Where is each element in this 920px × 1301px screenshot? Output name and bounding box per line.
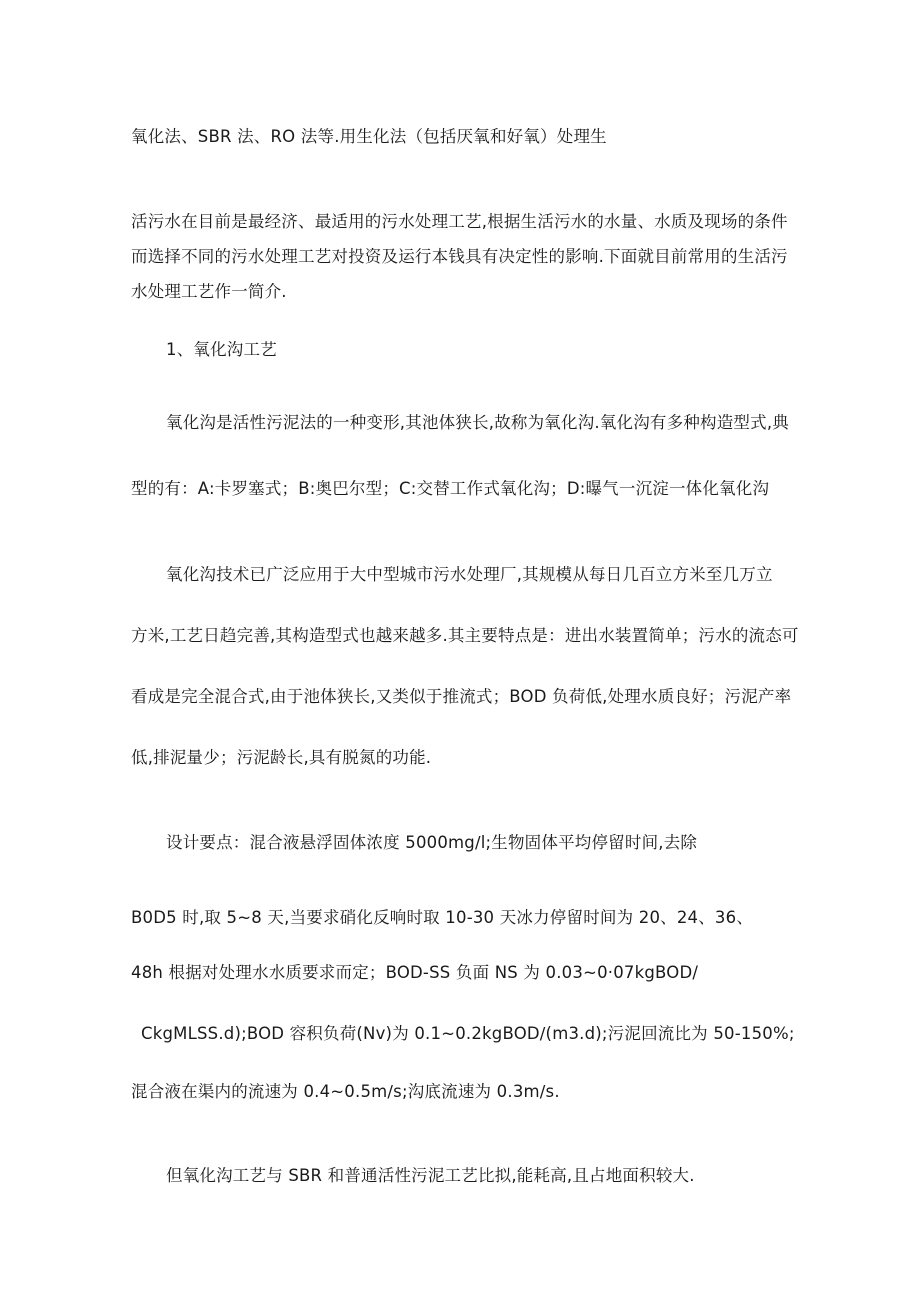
para3-line-2: 方米,工艺日趋完善,其构造型式也越来越多.其主要特点是：进出水装置简单；污水的流态可 <box>131 626 799 645</box>
para4-line-3: 48h 根据对处理水水质要求而定；BOD-SS 负面 NS 为 0.03~0·07kgBOD/ <box>131 963 699 982</box>
para3-line-4: 低,排泥量少；污泥龄长,具有脱氮的功能. <box>131 748 432 767</box>
para1-line-1: 活污水在目前是最经济、最适用的污水处理工艺,根据生活污水的水量、水质及现场的条件 <box>131 212 788 231</box>
intro-line: 氧化法、SBR 法、RO 法等.用生化法（包括厌氧和好氧）处理生 <box>131 127 607 146</box>
para5-line: 但氧化沟工艺与 SBR 和普通活性污泥工艺比拟,能耗高,且占地面积较大. <box>166 1166 695 1185</box>
para3-line-1: 氧化沟技术已广泛应用于大中型城市污水处理厂,其规模从每日几百立方米至几万立 <box>166 565 773 584</box>
para4-line-1: 设计要点：混合液悬浮固体浓度 5000mg∕l;生物固体平均停留时间,去除 <box>166 833 698 852</box>
para1-line-2: 而选择不同的污水处理工艺对投资及运行本钱具有决定性的影响.下面就目前常用的生活污 <box>131 247 788 266</box>
para4-line-2: B0D5 时,取 5~8 天,当要求硝化反响时取 10-30 天冰力停留时间为 20、24、36、 <box>131 908 754 927</box>
section-heading: 1、氧化沟工艺 <box>166 340 277 359</box>
para3-line-3: 看成是完全混合式,由于池体狭长,又类似于推流式；BOD 负荷低,处理水质良好；污泥产率 <box>131 687 792 706</box>
para1-line-3: 水处理工艺作一简介. <box>131 282 287 301</box>
para4-line-5: 混合液在渠内的流速为 0.4~0.5m∕s;沟底流速为 0.3m∕s. <box>131 1082 560 1101</box>
para2-line-1: 氧化沟是活性污泥法的一种变形,其池体狭长,故称为氧化沟.氧化沟有多种构造型式,典 <box>166 413 789 432</box>
para4-line-4: CkgMLSS.d);BOD 容积负荷(Nv)为 0.1~0.2kgBOD∕(m3.d);污泥回流比为 50-150%; <box>141 1024 795 1043</box>
para2-line-2: 型的有：A:卡罗塞式；B:奥巴尔型；C:交替工作式氧化沟；D:曝气一沉淀一体化氧化沟 <box>131 479 770 498</box>
